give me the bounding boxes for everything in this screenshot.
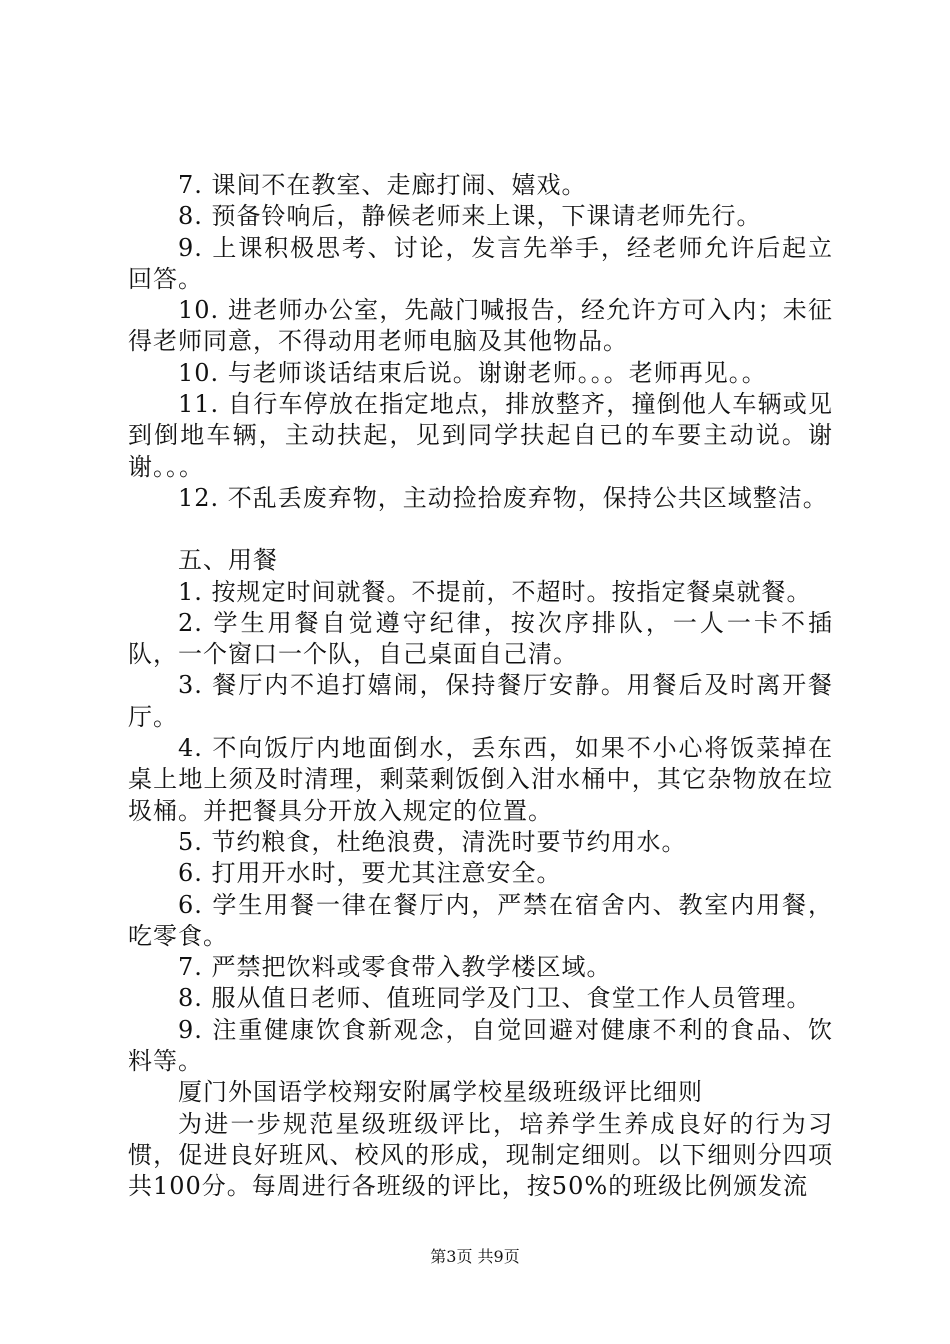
paragraph: 1. 按规定时间就餐。不提前，不超时。按指定餐桌就餐。 bbox=[178, 577, 812, 606]
section-heading: 五、用餐 bbox=[178, 546, 278, 575]
blank-line bbox=[128, 514, 833, 545]
paragraph: 2. 学生用餐自觉遵守纪律，按次序排队，一人一卡不插队，一个窗口一个队，自己桌面自己清。 bbox=[128, 608, 833, 669]
paragraph: 8. 服从值日老师、值班同学及门卫、食堂工作人员管理。 bbox=[178, 984, 812, 1013]
paragraph: 11. 自行车停放在指定地点，排放整齐，撞倒他人车辆或见到倒地车辆，主动扶起，见到同学扶起自已的车要主动说。谢谢。。。 bbox=[128, 390, 833, 481]
paragraph: 7. 课间不在教室、走廊打闹、嬉戏。 bbox=[178, 171, 587, 199]
page-footer: 第3页 共9页 bbox=[430, 1247, 520, 1266]
paragraph: 9. 上课积极思考、讨论，发言先举手，经老师允许后起立回答。 bbox=[128, 233, 833, 293]
paragraph: 5. 节约粮食，杜绝浪费，清洗时要节约用水。 bbox=[178, 827, 687, 856]
intro-paragraph: 为进一步规范星级班级评比，培养学生养成良好的行为习惯，促进良好班风、校风的形成，现制定细则。以下细则分四项共100分。每周进行各班级的评比，按50%的班级比例颁发流 bbox=[128, 1109, 833, 1201]
paragraph: 8. 预备铃响后，静候老师来上课，下课请老师先行。 bbox=[178, 202, 762, 231]
paragraph: 6. 打用开水时，要尤其注意安全。 bbox=[178, 859, 562, 888]
rules-title: 厦门外国语学校翔安附属学校星级班级评比细则 bbox=[178, 1078, 703, 1107]
paragraph: 3. 餐厅内不追打嬉闹，保持餐厅安静。用餐后及时离开餐厅。 bbox=[128, 671, 833, 731]
paragraph: 10. 与老师谈话结束后说。谢谢老师。。。老师再见。。 bbox=[178, 358, 767, 387]
paragraph: 7. 严禁把饮料或零食带入教学楼区域。 bbox=[178, 953, 612, 982]
paragraph: 4. 不向饭厅内地面倒水，丢东西，如果不小心将饭菜掉在桌上地上须及时清理，剩菜剩饭倒入泔水桶中，其它杂物放在垃圾桶。并把餐具分开放入规定的位置。 bbox=[128, 734, 833, 825]
paragraph: 9. 注重健康饮食新观念，自觉回避对健康不利的食品、饮料等。 bbox=[128, 1015, 833, 1076]
paragraph: 6. 学生用餐一律在餐厅内，严禁在宿舍内、教室内用餐，吃零食。 bbox=[128, 890, 833, 950]
document-body bbox=[128, 170, 833, 1203]
paragraph: 12. 不乱丢废弃物，主动捡拾废弃物，保持公共区域整洁。 bbox=[178, 483, 828, 512]
paragraph: 10. 进老师办公室，先敲门喊报告，经允许方可入内；未征得老师同意，不得动用老师电脑及其他物品。 bbox=[128, 296, 833, 356]
